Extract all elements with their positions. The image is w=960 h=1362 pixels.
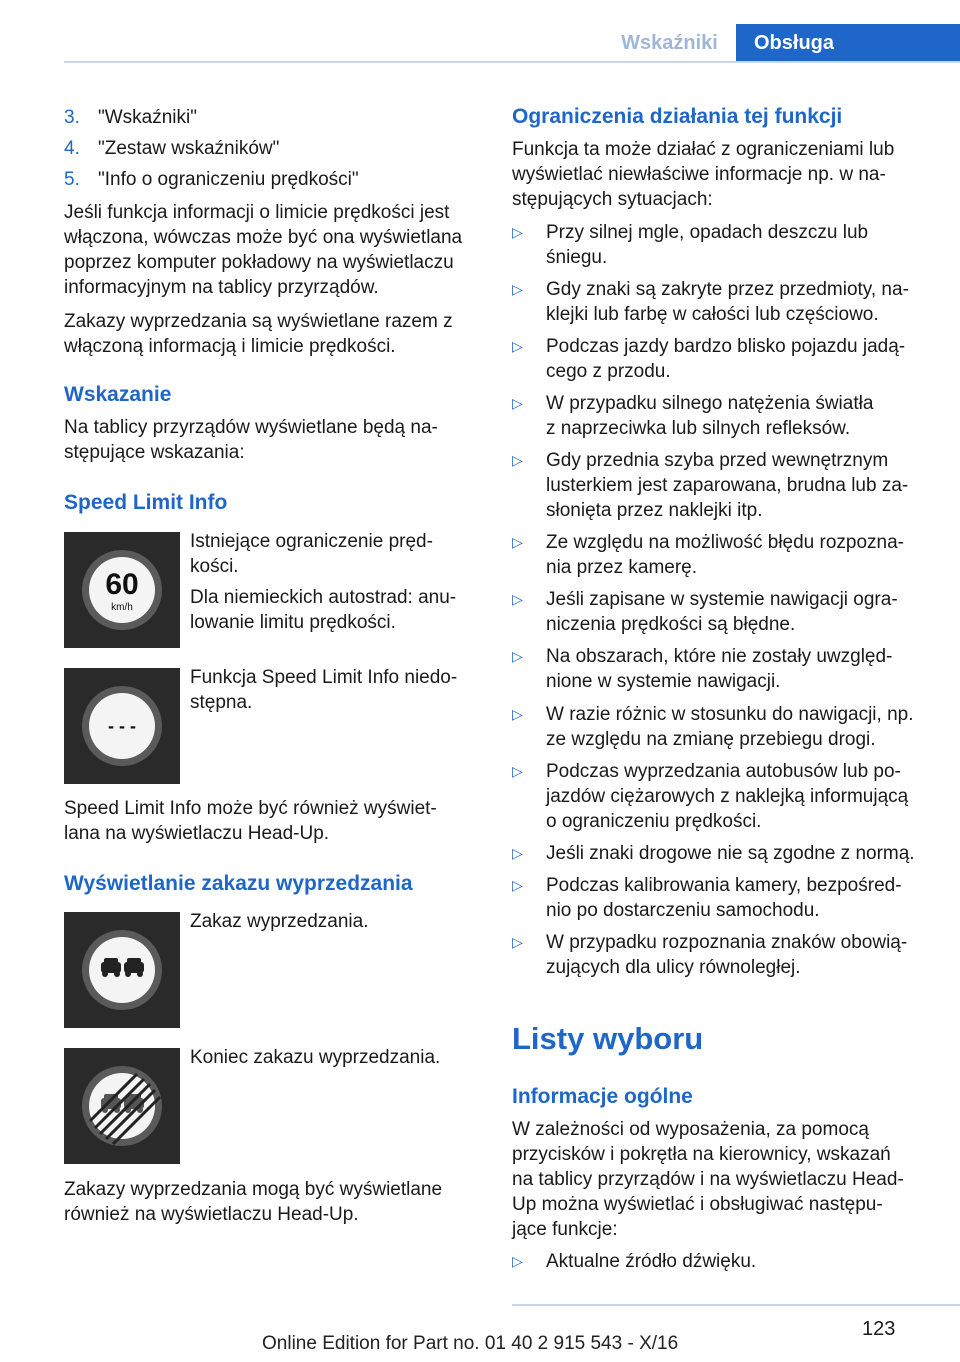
- heading-wskazanie: Wskazanie: [64, 383, 172, 406]
- page-number: 123: [862, 1318, 896, 1340]
- sign1-description: Istniejące ograniczenie pręd‐ kości.: [190, 531, 433, 577]
- edition-footer: Online Edition for Part no. 01 40 2 915 543 - X/16: [262, 1333, 679, 1354]
- sign4-description: Koniec zakazu wyprzedzania.: [190, 1047, 441, 1068]
- svg-text:60: 60: [105, 568, 139, 601]
- heading-speed-limit-info: Speed Limit Info: [64, 491, 228, 514]
- svg-text:km/h: km/h: [111, 602, 133, 613]
- heading-overtaking: Wyświetlanie zakazu wyprzedzania: [64, 872, 413, 895]
- list-number: 4.: [64, 138, 80, 159]
- triangle-bullet-icon: ▷: [512, 763, 523, 779]
- list-number: 3.: [64, 107, 80, 128]
- header-tab-wskazniki: Wskaźniki: [621, 32, 718, 54]
- sign3-description: Zakaz wyprzedzania.: [190, 911, 369, 932]
- triangle-bullet-icon: ▷: [512, 1253, 523, 1269]
- triangle-bullet-icon: ▷: [512, 591, 523, 607]
- heading-lists: Listy wyboru: [512, 1021, 704, 1056]
- triangle-bullet-icon: ▷: [512, 338, 523, 354]
- triangle-bullet-icon: ▷: [512, 706, 523, 722]
- paragraph-sli-hud: Speed Limit Info może być również wyświet‐ lana na wyświetlaczu Head-Up.: [64, 798, 437, 844]
- list-item: "Info o ograniczeniu prędkości": [98, 169, 359, 190]
- list-item: "Zestaw wskaźników": [98, 138, 280, 159]
- heading-limits: Ograniczenia działania tej funkcji: [512, 105, 843, 128]
- speed-limit-unavailable-icon: [64, 668, 180, 784]
- footer-divider: [512, 1304, 960, 1306]
- sign2-description: Funkcja Speed Limit Info niedo‐ stępna.: [190, 667, 458, 713]
- speed-limit-60-icon: [64, 532, 180, 648]
- triangle-bullet-icon: ▷: [512, 845, 523, 861]
- triangle-bullet-icon: ▷: [512, 534, 523, 550]
- sign1-autobahn: Dla niemieckich autostrad: anu‐ lowanie limitu prędkości.: [190, 587, 457, 633]
- paragraph-wskazanie: Na tablicy przyrządów wyświetlane będą na‐ stępujące wskazania:: [64, 417, 438, 463]
- paragraph-overtaking: Zakazy wyprzedzania są wyświetlane razem z włączoną informacją i limicie prędkości.: [64, 311, 453, 357]
- paragraph-info: Jeśli funkcja informacji o limicie prędkości jest włączona, wówczas może być ona wyświetlana poprzez komputer pokładowy na wyświetlaczu informacyjnym na tablicy przyrządów.: [64, 202, 463, 298]
- header-divider: [64, 61, 960, 63]
- paragraph-general: W zależności od wyposażenia, za pomocą przycisków i pokrętła na kierownicy, wskazań na tablicy przyrządów i na wyświetlaczu Head- Up można wyświetlać i obsługiwać następu‐ jące funkcje:: [512, 1119, 904, 1240]
- triangle-bullet-icon: ▷: [512, 281, 523, 297]
- end-no-overtaking-icon: [64, 1048, 180, 1164]
- triangle-bullet-icon: ▷: [512, 877, 523, 893]
- list-item: "Wskaźniki": [98, 107, 197, 128]
- triangle-bullet-icon: ▷: [512, 648, 523, 664]
- no-overtaking-icon: [64, 912, 180, 1028]
- triangle-bullet-icon: ▷: [512, 224, 523, 240]
- heading-general: Informacje ogólne: [512, 1085, 693, 1108]
- triangle-bullet-icon: ▷: [512, 395, 523, 411]
- list-number: 5.: [64, 169, 80, 190]
- triangle-bullet-icon: ▷: [512, 934, 523, 950]
- paragraph-limits-intro: Funkcja ta może działać z ograniczeniami lub wyświetlać niewłaściwe informacje np. w na‐ stępujących sytuacjach:: [512, 139, 895, 210]
- paragraph-overtaking-hud: Zakazy wyprzedzania mogą być wyświetlane również na wyświetlaczu Head-Up.: [64, 1179, 443, 1225]
- header-tab-obsluga: Obsługa: [736, 24, 960, 62]
- svg-text:- - -: - - -: [108, 716, 136, 736]
- triangle-bullet-icon: ▷: [512, 452, 523, 468]
